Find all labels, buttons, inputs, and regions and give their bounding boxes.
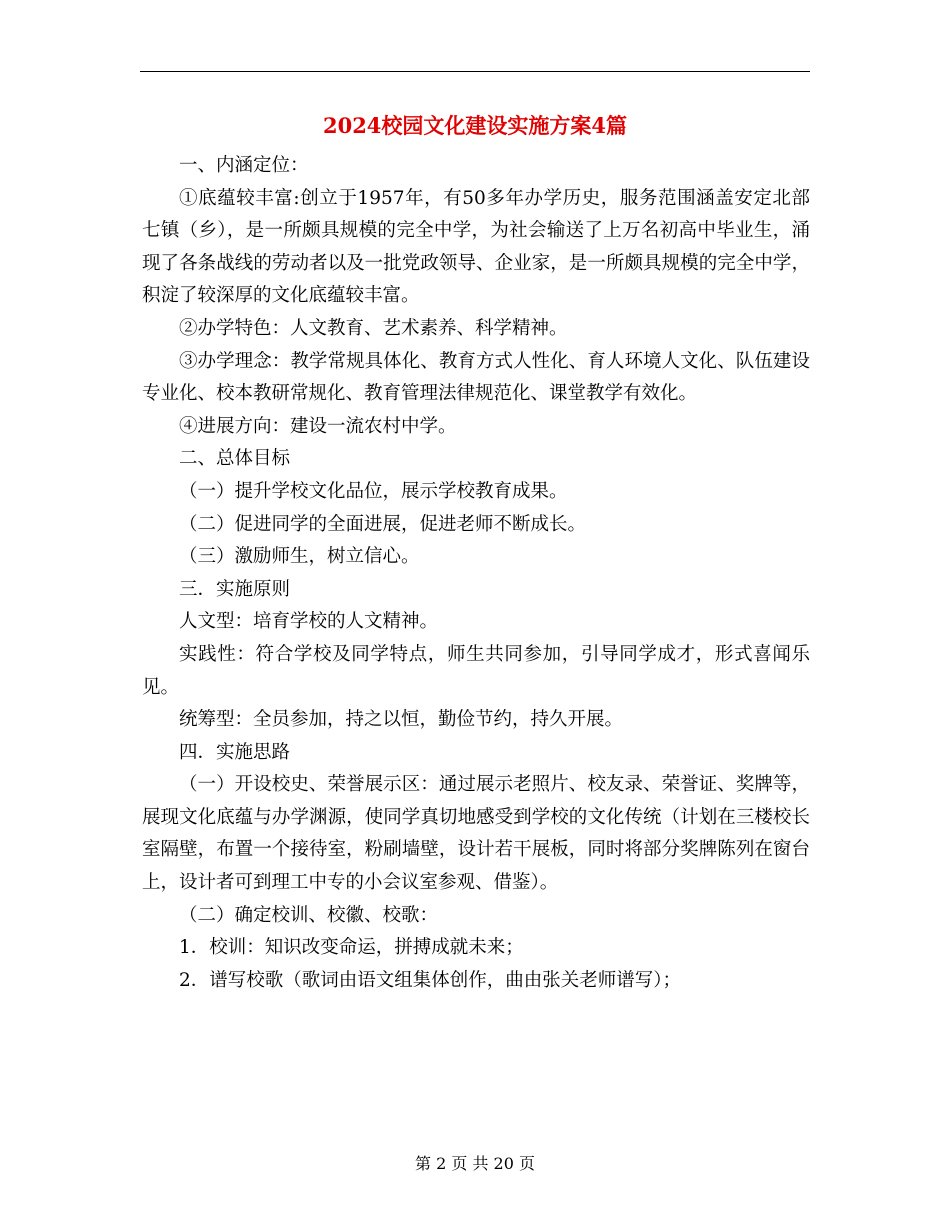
paragraph: ①底蕴较丰富:创立于1957年，有50多年办学历史，服务范围涵盖安定北部七镇（乡），是一所颇具规模的完全中学，为社会输送了上万名初高中毕业生，涌现了各条战线的劳动者以及一批党政领导、企业家，是一所颇具规模的完全中学，积淀了较深厚的文化底蕴较丰富。	[142, 187, 810, 307]
paragraph: ②办学特色：人文教育、艺术素养、科学精神。	[179, 317, 568, 339]
list-item: 1．校训：知识改变命运，拼搏成就未来；	[179, 937, 524, 959]
section-heading: 一、内涵定位：	[179, 155, 309, 176]
section-heading: 四．实施思路	[179, 741, 291, 763]
list-item: （三）激励师生，树立信心。	[179, 546, 420, 568]
list-item: （二）促进同学的全面进展，促进老师不断成长。	[179, 513, 587, 535]
subsection-heading: （二）确定校训、校徽、校歌：	[179, 904, 439, 926]
section-heading: 二、总体目标	[179, 448, 291, 470]
document-body	[142, 150, 810, 997]
paragraph: （一）开设校史、荣誉展示区：通过展示老照片、校友录、荣誉证、奖牌等，展现文化底蕴与办学渊源，使同学真切地感受到学校的文化传统（计划在三楼校长室隔壁，布置一个接待室，粉刷墙壁，设计若干展板，同时将部分奖牌陈列在窗台上，设计者可到理工中专的小会议室参观、借鉴）。	[142, 774, 810, 894]
page-number-footer: 第 2 页 共 20 页	[415, 1154, 535, 1173]
document-title: 2024校园文化建设实施方案4篇	[322, 113, 628, 138]
paragraph: ③办学理念：教学常规具体化、教育方式人性化、育人环境人文化、队伍建设专业化、校本教研常规化、教育管理法律规范化、课堂教学有效化。	[142, 350, 810, 405]
section-heading: 三．实施原则	[179, 578, 291, 600]
list-item: 2．谱写校歌（歌词由语文组集体创作，曲由张关老师谱写）；	[179, 969, 682, 991]
paragraph: 实践性：符合学校及同学特点，师生共同参加，引导同学成才，形式喜闻乐见。	[142, 643, 810, 698]
paragraph: 人文型：培育学校的人文精神。	[179, 611, 439, 633]
header-rule	[140, 71, 810, 72]
paragraph: 统筹型：全员参加，持之以恒，勤俭节约，持久开展。	[179, 709, 624, 731]
paragraph: ④进展方向：建设一流农村中学。	[179, 415, 457, 437]
list-item: （一）提升学校文化品位，展示学校教育成果。	[179, 480, 568, 502]
